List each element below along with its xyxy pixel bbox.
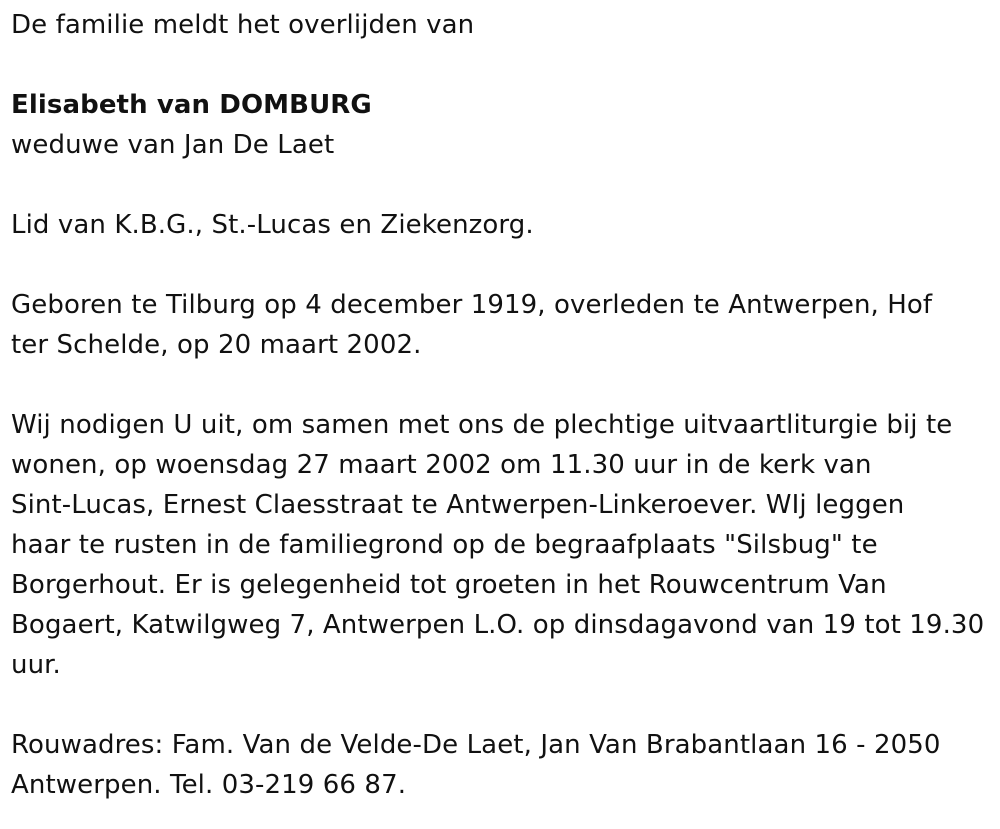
intro-text: De familie meldt het overlijden van (11, 10, 475, 40)
paragraph-line: Wij nodigen U uit, om samen met ons de plechtige uitvaartliturgie bij te (11, 410, 953, 440)
paragraph-line: Sint-Lucas, Ernest Claesstraat te Antwerpen-Linkeroever. WIj leggen (11, 490, 905, 520)
relation-text: weduwe van Jan De Laet (11, 130, 335, 160)
paragraph-line: Antwerpen. Tel. 03-219 66 87. (11, 770, 407, 800)
spacer (11, 45, 991, 85)
membership-text: Lid van K.B.G., St.-Lucas en Ziekenzorg. (11, 210, 534, 240)
paragraph-line: ter Schelde, op 20 maart 2002. (11, 330, 422, 360)
paragraph-line: haar te rusten in de familiegrond op de begraafplaats "Silsbug" te (11, 530, 878, 560)
paragraph-line: Geboren te Tilburg op 4 december 1919, overleden te Antwerpen, Hof (11, 290, 933, 320)
deceased-name: Elisabeth van DOMBURG (11, 90, 372, 120)
spacer (11, 685, 991, 725)
paragraph-line: Rouwadres: Fam. Van de Velde-De Laet, Jan Van Brabantlaan 16 - 2050 (11, 730, 941, 760)
address-paragraph (11, 725, 991, 805)
paragraph-line: Bogaert, Katwilgweg 7, Antwerpen L.O. op dinsdagavond van 19 tot 19.30 (11, 610, 985, 640)
spacer (11, 165, 991, 205)
paragraph-line: uur. (11, 650, 61, 680)
birth-death-paragraph (11, 285, 991, 365)
funeral-paragraph (11, 405, 991, 685)
paragraph-line: wonen, op woensdag 27 maart 2002 om 11.30 uur in de kerk van (11, 450, 872, 480)
spacer (11, 365, 991, 405)
paragraph-line: Borgerhout. Er is gelegenheid tot groeten in het Rouwcentrum Van (11, 570, 887, 600)
spacer (11, 245, 991, 285)
death-notice (11, 5, 991, 805)
